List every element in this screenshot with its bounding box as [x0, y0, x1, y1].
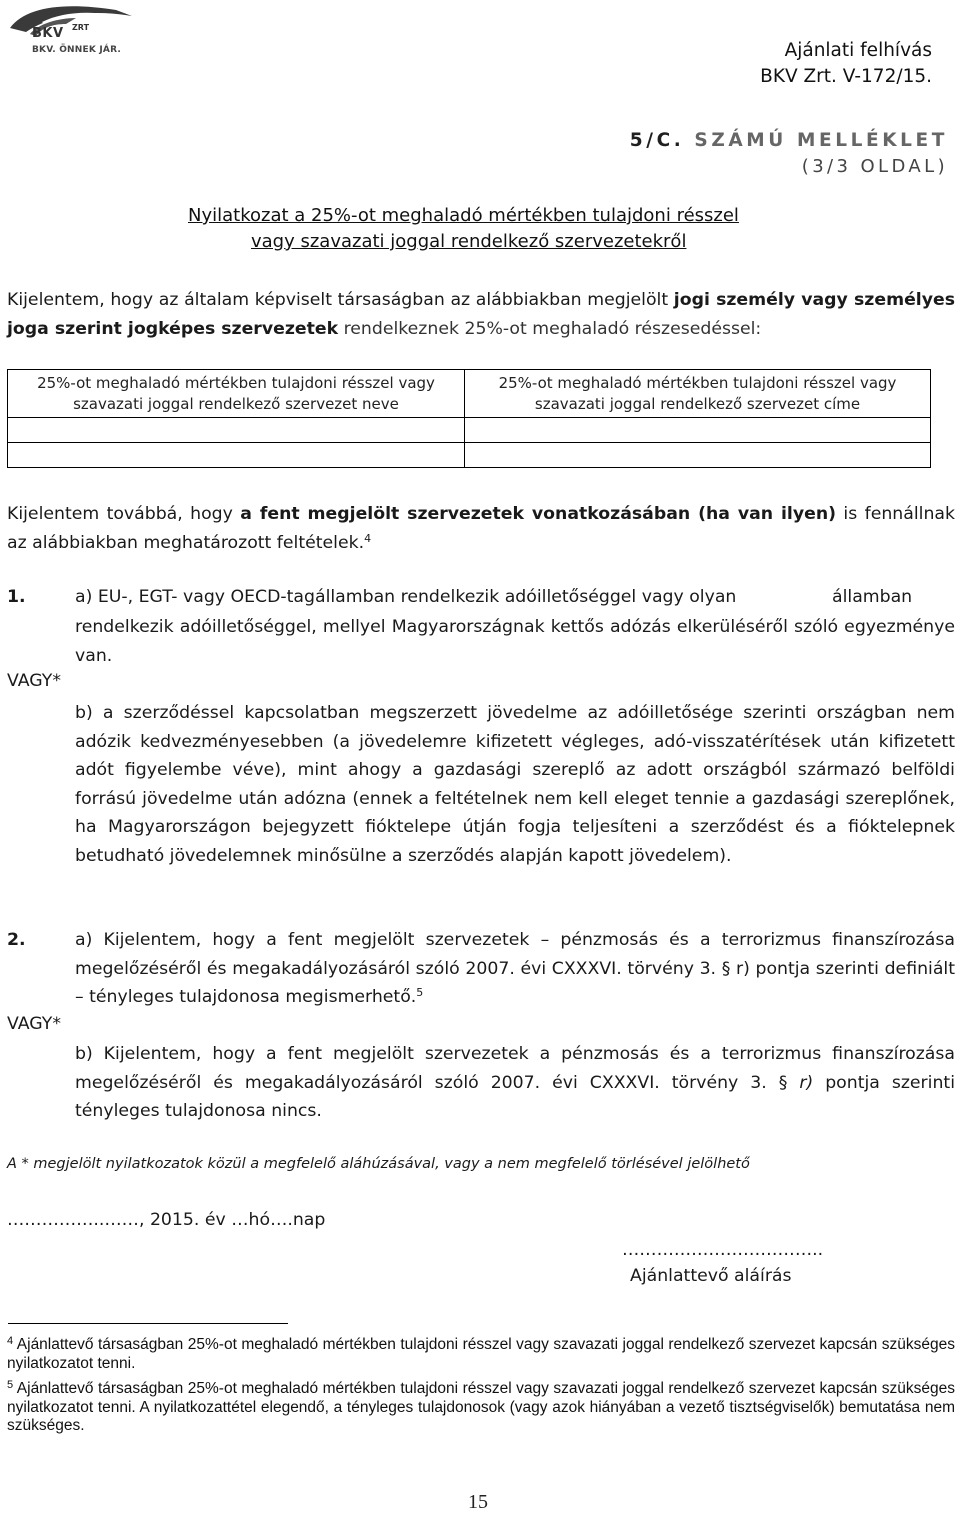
intro-paragraph — [7, 286, 955, 343]
footnote-5 — [7, 1380, 955, 1436]
footnote-4-number: 4 — [7, 1335, 14, 1347]
org-address-cell-1[interactable] — [465, 418, 931, 443]
signature-label: Ajánlattevő aláírás — [630, 1266, 792, 1286]
item-2a-text — [75, 926, 955, 1012]
item-2b-text — [75, 1040, 955, 1126]
org-address-cell-2[interactable] — [465, 443, 931, 468]
doc-type: Ajánlati felhívás — [784, 40, 932, 61]
intro-text-2: rendelkeznek 25%-ot meghaladó részesedéssel: — [338, 318, 762, 339]
item-1-or-label: VAGY* — [7, 671, 61, 691]
footnote-ref-5: 5 — [416, 986, 424, 999]
organizations-table — [7, 369, 931, 468]
logo-brand: BKV — [32, 26, 64, 41]
footnote-5-number: 5 — [7, 1379, 14, 1391]
title-line-2: vagy szavazati joggal rendelkező szervezetekről — [251, 231, 687, 252]
doc-reference: BKV Zrt. V-172/15. — [760, 66, 932, 87]
col-header-address: 25%-ot meghaladó mértékben tulajdoni résszel vagy szavazati joggal rendelkező szervezet címe — [465, 370, 931, 418]
item-1a-rest: rendelkezik adóilletőséggel, mellyel Magyarországnak kettős adózás elkerüléséről szóló egyezménye van. — [75, 617, 955, 666]
further-paragraph — [7, 500, 955, 557]
col-header-name: 25%-ot meghaladó mértékben tulajdoni résszel vagy szavazati joggal rendelkező szervezet neve — [8, 370, 465, 418]
item-1b-text: b) a szerződéssel kapcsolatban megszerzett jövedelme az adóilletősége szerinti országban nem adózik kedvezményesebben (a jövedelemre kifizetett végleges, adó-visszatérítések után kifizetett adót figyelembe véve), mint ahogy a gazdasági szereplő az adott országból származó belföldi forrású jövedelme után adózna (ennek a feltételnek nem kell eleget tennie a gazdasági szereplőnek, ha Magyarországon bejegyzett fióktelepe útján fogja teljesíteni a szerződést és a fióktelepnek betudható jövedelemnek minősülne a szerződés alapján kapott jövedelem). — [75, 703, 955, 866]
annex-heading — [630, 130, 948, 151]
annex-label: SZÁMÚ MELLÉKLET — [694, 130, 948, 151]
logo-suffix: ZRT — [72, 23, 90, 32]
org-name-cell-2[interactable] — [8, 443, 465, 468]
footnote-ref-4: 4 — [364, 531, 372, 545]
further-text-2: is fennállnak az alábbiakban meghatározott feltételek. — [7, 504, 955, 553]
table-header-row — [8, 370, 931, 418]
item-1-number: 1. — [7, 587, 26, 607]
item-2b-content-2: pontja szerinti tényleges tulajdonosa nincs. — [75, 1072, 955, 1121]
further-text-bold: a fent megjelölt szervezetek vonatkozásában (ha van ilyen) — [240, 504, 837, 524]
signature-dots[interactable]: …………………………….. — [622, 1240, 824, 1260]
item-1a-line-1-end: államban — [832, 587, 913, 607]
page-number: 15 — [468, 1491, 488, 1513]
logo-slogan: BKV. ÖNNEK JÁR. — [32, 45, 121, 55]
date-line[interactable]: ……………..……, 2015. év …hó….nap — [7, 1210, 326, 1230]
item-2b-italic: r) — [799, 1072, 814, 1093]
item-2a-content: a) Kijelentem, hogy a fent megjelölt szervezetek – pénzmosás és a terrorizmus finanszírozása megelőzéséről és megakadályozásáról szóló 2007. évi CXXXVI. törvény 3. § r) pontja szerinti definiált – tényleges tulajdonosa megismerhető. — [75, 930, 955, 1007]
org-name-cell-1[interactable] — [8, 418, 465, 443]
footnote-separator — [8, 1323, 288, 1324]
further-text-1: Kijelentem továbbá, hogy — [7, 504, 241, 524]
item-2-or-label: VAGY* — [7, 1014, 61, 1034]
footnote-5-text: Ajánlattevő társaságban 25%-ot meghaladó mértékben tulajdoni résszel vagy szavazati joggal rendelkező szervezet kapcsán szükséges nyilatkozatot tenni. A nyilatkozattétel elegendő, a tényleges tulajdonosok (vagy azok hiányában a vezető tisztségviselők) bemutatása nem szükséges. — [7, 1380, 956, 1434]
item-2b-content-1: b) Kijelentem, hogy a fent megjelölt szervezetek a pénzmosás és a terrorizmus finanszírozása megelőzéséről és megakadályozásáról szóló 2007. évi CXXXVI. törvény 3. § — [75, 1044, 955, 1093]
annex-prefix: 5/C. — [629, 130, 685, 151]
item-2-number: 2. — [7, 930, 26, 950]
footnote-4-text: Ajánlattevő társaságban 25%-ot meghaladó mértékben tulajdoni résszel vagy szavazati joggal rendelkező szervezet kapcsán szükséges nyilatkozatot tenni. — [7, 1336, 956, 1372]
table-row — [8, 443, 931, 468]
page-info: (3/3 OLDAL) — [801, 156, 948, 177]
table-row — [8, 418, 931, 443]
item-1a-line-1: a) EU-, EGT- vagy OECD-tagállamban rendelkezik adóilletőséggel vagy olyan — [75, 587, 737, 607]
intro-text-1: Kijelentem, hogy az általam képviselt társaságban az alábbiakban megjelölt — [7, 290, 674, 310]
title-line-1: Nyilatkozat a 25%-ot meghaladó mértékben tulajdoni résszel — [188, 205, 739, 226]
asterisk-note: A * megjelölt nyilatkozatok közül a megfelelő aláhúzásával, vagy a nem megfelelő törlésével jelölhető — [7, 1156, 750, 1172]
footnote-4 — [7, 1336, 955, 1373]
intro-text-bold: jogi személy vagy személyes joga szerint jogképes szervezetek — [7, 290, 956, 339]
